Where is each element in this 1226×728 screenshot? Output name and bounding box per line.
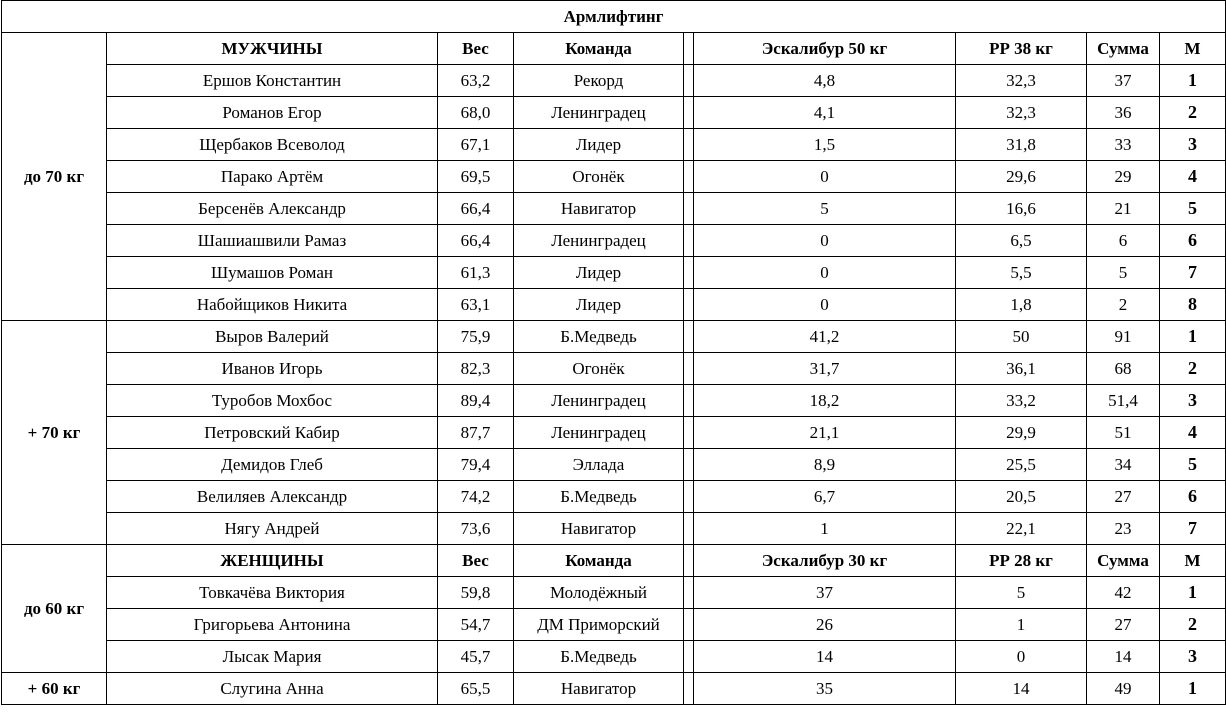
excalibur-result: 37: [694, 577, 956, 609]
athlete-team: Огонёк: [514, 353, 684, 385]
sum-result: 14: [1087, 641, 1160, 673]
sum-header: Сумма: [1087, 545, 1160, 577]
column-gap: [684, 385, 694, 417]
athlete-name: Нягу Андрей: [107, 513, 438, 545]
sum-result: 27: [1087, 481, 1160, 513]
place-result: 4: [1160, 161, 1226, 193]
sum-result: 33: [1087, 129, 1160, 161]
place-result: 3: [1160, 641, 1226, 673]
athlete-name: Петровский Кабир: [107, 417, 438, 449]
title-row: [2, 1, 1226, 33]
excalibur-result: 35: [694, 673, 956, 705]
athlete-weight: 82,3: [438, 353, 514, 385]
athlete-name: Товкачёва Виктория: [107, 577, 438, 609]
athlete-weight: 66,4: [438, 225, 514, 257]
table-row: [2, 129, 1226, 161]
athlete-name: Туробов Мохбос: [107, 385, 438, 417]
athlete-team: Ленинградец: [514, 225, 684, 257]
excalibur-result: 1: [694, 513, 956, 545]
athlete-name: Григорьева Антонина: [107, 609, 438, 641]
athlete-name: Парако Артём: [107, 161, 438, 193]
athlete-weight: 69,5: [438, 161, 514, 193]
table-row: [2, 353, 1226, 385]
rr-result: 29,9: [956, 417, 1087, 449]
athlete-team: Ленинградец: [514, 385, 684, 417]
place-result: 5: [1160, 193, 1226, 225]
athlete-weight: 65,5: [438, 673, 514, 705]
athlete-weight: 75,9: [438, 321, 514, 353]
rr-result: 5,5: [956, 257, 1087, 289]
excalibur-result: 4,1: [694, 97, 956, 129]
table-row: [2, 65, 1226, 97]
sum-result: 36: [1087, 97, 1160, 129]
athlete-team: Лидер: [514, 257, 684, 289]
sum-result: 5: [1087, 257, 1160, 289]
sum-result: 23: [1087, 513, 1160, 545]
athlete-team: Эллада: [514, 449, 684, 481]
section-heading: МУЖЧИНЫ: [107, 33, 438, 65]
column-gap: [684, 65, 694, 97]
sum-result: 37: [1087, 65, 1160, 97]
athlete-name: Велиляев Александр: [107, 481, 438, 513]
table-row: [2, 609, 1226, 641]
place-header: М: [1160, 33, 1226, 65]
column-gap: [684, 321, 694, 353]
athlete-name: Берсенёв Александр: [107, 193, 438, 225]
athlete-name: Ершов Константин: [107, 65, 438, 97]
athlete-weight: 45,7: [438, 641, 514, 673]
rr-result: 33,2: [956, 385, 1087, 417]
athlete-name: Шумашов Роман: [107, 257, 438, 289]
athlete-team: Лидер: [514, 129, 684, 161]
athlete-team: Навигатор: [514, 193, 684, 225]
athlete-weight: 61,3: [438, 257, 514, 289]
column-gap: [684, 225, 694, 257]
place-result: 1: [1160, 673, 1226, 705]
column-gap: [684, 673, 694, 705]
athlete-weight: 89,4: [438, 385, 514, 417]
excalibur-header: Эскалибур 50 кг: [694, 33, 956, 65]
athlete-name: Иванов Игорь: [107, 353, 438, 385]
place-result: 7: [1160, 257, 1226, 289]
table-row: [2, 417, 1226, 449]
place-header: М: [1160, 545, 1226, 577]
athlete-name: Щербаков Всеволод: [107, 129, 438, 161]
column-gap: [684, 577, 694, 609]
sum-result: 68: [1087, 353, 1160, 385]
rr-result: 32,3: [956, 97, 1087, 129]
weight-category: до 70 кг: [2, 33, 107, 321]
rr-result: 50: [956, 321, 1087, 353]
athlete-weight: 87,7: [438, 417, 514, 449]
weight-header: Вес: [438, 545, 514, 577]
excalibur-result: 31,7: [694, 353, 956, 385]
table-row: [2, 673, 1226, 705]
athlete-name: Набойщиков Никита: [107, 289, 438, 321]
athlete-weight: 73,6: [438, 513, 514, 545]
athlete-name: Выров Валерий: [107, 321, 438, 353]
sum-result: 29: [1087, 161, 1160, 193]
column-gap: [684, 609, 694, 641]
table-row: [2, 449, 1226, 481]
athlete-team: Б.Медведь: [514, 641, 684, 673]
rr-result: 29,6: [956, 161, 1087, 193]
place-result: 7: [1160, 513, 1226, 545]
athlete-team: Б.Медведь: [514, 481, 684, 513]
excalibur-result: 1,5: [694, 129, 956, 161]
table-row: [2, 257, 1226, 289]
column-gap: [684, 481, 694, 513]
athlete-weight: 59,8: [438, 577, 514, 609]
excalibur-result: 41,2: [694, 321, 956, 353]
excalibur-result: 0: [694, 289, 956, 321]
sum-result: 6: [1087, 225, 1160, 257]
column-gap: [684, 289, 694, 321]
column-gap: [684, 193, 694, 225]
column-gap: [684, 449, 694, 481]
excalibur-result: 14: [694, 641, 956, 673]
athlete-weight: 54,7: [438, 609, 514, 641]
table-row: [2, 225, 1226, 257]
athlete-weight: 74,2: [438, 481, 514, 513]
rr-result: 5: [956, 577, 1087, 609]
athlete-team: Рекорд: [514, 65, 684, 97]
table-row: [2, 289, 1226, 321]
column-gap: [684, 161, 694, 193]
table-row: [2, 385, 1226, 417]
table-row: [2, 161, 1226, 193]
excalibur-header: Эскалибур 30 кг: [694, 545, 956, 577]
sum-result: 42: [1087, 577, 1160, 609]
excalibur-result: 0: [694, 257, 956, 289]
rr-result: 36,1: [956, 353, 1087, 385]
sum-result: 27: [1087, 609, 1160, 641]
women-header-row: [2, 545, 1226, 577]
place-result: 2: [1160, 353, 1226, 385]
athlete-name: Слугина Анна: [107, 673, 438, 705]
athlete-name: Демидов Глеб: [107, 449, 438, 481]
table-row: [2, 97, 1226, 129]
rr-result: 31,8: [956, 129, 1087, 161]
column-gap: [684, 129, 694, 161]
sum-result: 34: [1087, 449, 1160, 481]
place-result: 4: [1160, 417, 1226, 449]
athlete-team: Б.Медведь: [514, 321, 684, 353]
weight-category: + 70 кг: [2, 321, 107, 545]
team-header: Команда: [514, 33, 684, 65]
rr-result: 1: [956, 609, 1087, 641]
sum-result: 49: [1087, 673, 1160, 705]
rr-result: 32,3: [956, 65, 1087, 97]
excalibur-result: 21,1: [694, 417, 956, 449]
sum-result: 51: [1087, 417, 1160, 449]
column-gap: [684, 33, 694, 65]
sum-result: 91: [1087, 321, 1160, 353]
place-result: 6: [1160, 225, 1226, 257]
weight-category: + 60 кг: [2, 673, 107, 705]
table-row: [2, 193, 1226, 225]
weight-category: до 60 кг: [2, 545, 107, 673]
table-row: [2, 513, 1226, 545]
table-title: Армлифтинг: [2, 1, 1226, 33]
rr-result: 25,5: [956, 449, 1087, 481]
athlete-weight: 67,1: [438, 129, 514, 161]
place-result: 2: [1160, 97, 1226, 129]
place-result: 2: [1160, 609, 1226, 641]
athlete-team: ДМ Приморский: [514, 609, 684, 641]
athlete-team: Лидер: [514, 289, 684, 321]
table-row: [2, 481, 1226, 513]
rr-result: 1,8: [956, 289, 1087, 321]
place-result: 3: [1160, 385, 1226, 417]
column-gap: [684, 97, 694, 129]
athlete-team: Ленинградец: [514, 97, 684, 129]
athlete-team: Навигатор: [514, 513, 684, 545]
athlete-name: Шашиашвили Рамаз: [107, 225, 438, 257]
excalibur-result: 6,7: [694, 481, 956, 513]
athlete-weight: 66,4: [438, 193, 514, 225]
table-row: [2, 641, 1226, 673]
athlete-weight: 68,0: [438, 97, 514, 129]
place-result: 8: [1160, 289, 1226, 321]
athlete-team: Ленинградец: [514, 417, 684, 449]
athlete-name: Романов Егор: [107, 97, 438, 129]
weight-header: Вес: [438, 33, 514, 65]
athlete-team: Молодёжный: [514, 577, 684, 609]
results-table: [1, 0, 1226, 705]
table-row: [2, 321, 1226, 353]
rr-result: 14: [956, 673, 1087, 705]
table-row: [2, 577, 1226, 609]
excalibur-result: 18,2: [694, 385, 956, 417]
rr-result: 6,5: [956, 225, 1087, 257]
column-gap: [684, 513, 694, 545]
rr-result: 20,5: [956, 481, 1087, 513]
place-result: 6: [1160, 481, 1226, 513]
place-result: 1: [1160, 577, 1226, 609]
athlete-weight: 63,1: [438, 289, 514, 321]
athlete-weight: 79,4: [438, 449, 514, 481]
section-heading: ЖЕНЩИНЫ: [107, 545, 438, 577]
place-result: 5: [1160, 449, 1226, 481]
place-result: 3: [1160, 129, 1226, 161]
place-result: 1: [1160, 321, 1226, 353]
sum-result: 21: [1087, 193, 1160, 225]
excalibur-result: 8,9: [694, 449, 956, 481]
excalibur-result: 5: [694, 193, 956, 225]
sum-result: 51,4: [1087, 385, 1160, 417]
athlete-name: Лысак Мария: [107, 641, 438, 673]
column-gap: [684, 545, 694, 577]
athlete-team: Огонёк: [514, 161, 684, 193]
athlete-team: Навигатор: [514, 673, 684, 705]
rr-result: 16,6: [956, 193, 1087, 225]
sum-result: 2: [1087, 289, 1160, 321]
team-header: Команда: [514, 545, 684, 577]
men-header-row: [2, 33, 1226, 65]
rr-result: 0: [956, 641, 1087, 673]
column-gap: [684, 641, 694, 673]
athlete-weight: 63,2: [438, 65, 514, 97]
sum-header: Сумма: [1087, 33, 1160, 65]
excalibur-result: 0: [694, 225, 956, 257]
excalibur-result: 26: [694, 609, 956, 641]
rr-result: 22,1: [956, 513, 1087, 545]
excalibur-result: 4,8: [694, 65, 956, 97]
column-gap: [684, 257, 694, 289]
rr-header: РР 28 кг: [956, 545, 1087, 577]
excalibur-result: 0: [694, 161, 956, 193]
place-result: 1: [1160, 65, 1226, 97]
column-gap: [684, 353, 694, 385]
column-gap: [684, 417, 694, 449]
rr-header: РР 38 кг: [956, 33, 1087, 65]
